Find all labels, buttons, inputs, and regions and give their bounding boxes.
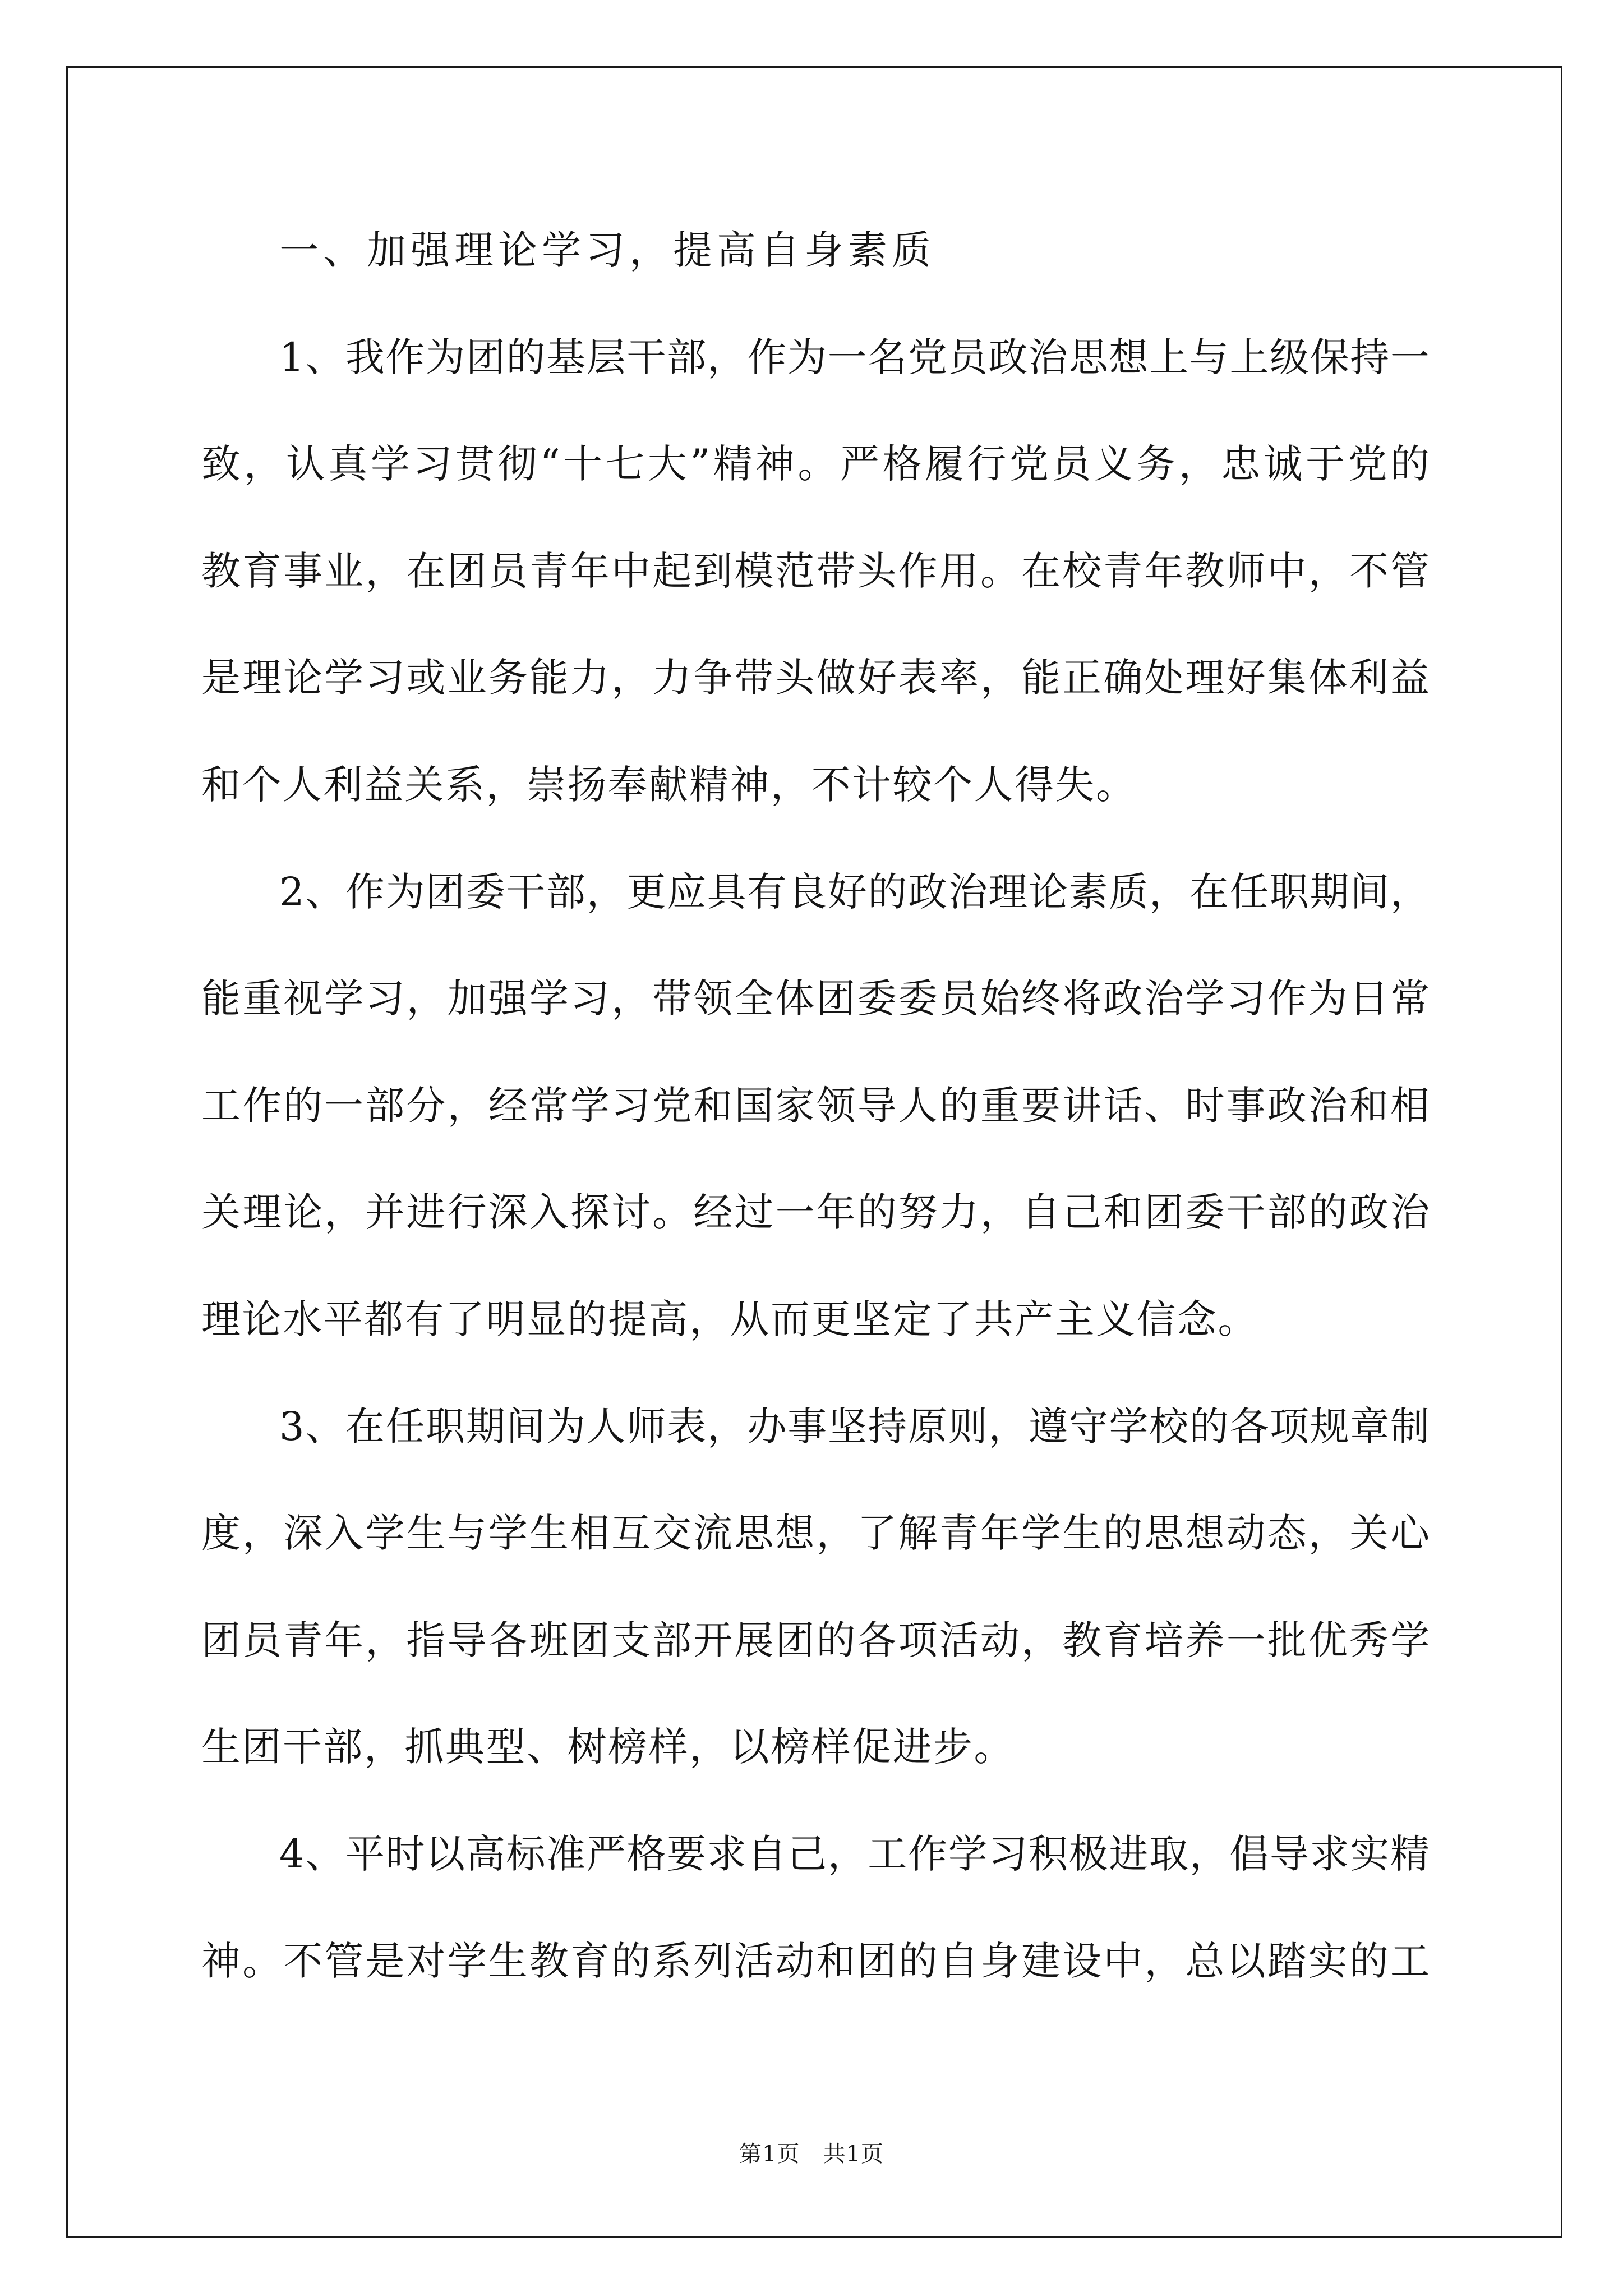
paragraph-4 — [201, 1801, 1430, 2014]
paragraph-line: 和个人利益关系，崇扬奉献精神，不计较个人得失。 — [201, 761, 1137, 808]
paragraph-line: 神。不管是对学生教育的系列活动和团的自身建设中，总以踏实的工 — [201, 1938, 1430, 1984]
paragraph-line: 4、平时以高标准严格要求自己，工作学习积极进取，倡导求实精 — [279, 1830, 1430, 1877]
paragraph-line: 2、作为团委干部，更应具有良好的政治理论素质，在任职期间， — [279, 868, 1430, 915]
paragraph-line: 能重视学习，加强学习，带领全体团委委员始终将政治学习作为日常 — [201, 976, 1430, 1022]
page-number-footer: 第1页 共1页 — [739, 2141, 884, 2167]
paragraph-line: 团员青年，指导各班团支部开展团的各项活动，教育培养一批优秀学 — [201, 1617, 1430, 1663]
paragraph-line: 关理论，并进行深入探讨。经过一年的努力，自己和团委干部的政治 — [201, 1189, 1430, 1236]
section-heading: 一、加强理论学习，提高自身素质 — [279, 227, 935, 273]
paragraph-line: 教育事业，在团员青年中起到模范带头作用。在校青年教师中，不管 — [201, 547, 1430, 594]
paragraph-line: 1、我作为团的基层干部，作为一名党员政治思想上与上级保持一 — [279, 334, 1430, 380]
paragraph-line: 3、在任职期间为人师表，办事坚持原则，遵守学校的各项规章制 — [279, 1403, 1430, 1450]
paragraph-line: 理论水平都有了明显的提高，从而更坚定了共产主义信念。 — [201, 1296, 1258, 1342]
paragraph-3 — [201, 1373, 1430, 1801]
paragraph-2 — [201, 839, 1430, 1373]
paragraph-line: 工作的一部分，经常学习党和国家领导人的重要讲话、时事政治和相 — [201, 1082, 1430, 1129]
paragraph-1 — [201, 304, 1430, 839]
paragraph-line: 致，认真学习贯彻“十七大”精神。严格履行党员义务，忠诚于党的 — [201, 441, 1430, 487]
paragraph-line: 度，深入学生与学生相互交流思想，了解青年学生的思想动态，关心 — [201, 1510, 1430, 1557]
document-body — [201, 197, 1430, 2014]
paragraph-line: 生团干部，抓典型、树榜样，以榜样促进步。 — [201, 1724, 1015, 1770]
paragraph-line: 是理论学习或业务能力，力争带头做好表率，能正确处理好集体利益 — [201, 655, 1430, 701]
